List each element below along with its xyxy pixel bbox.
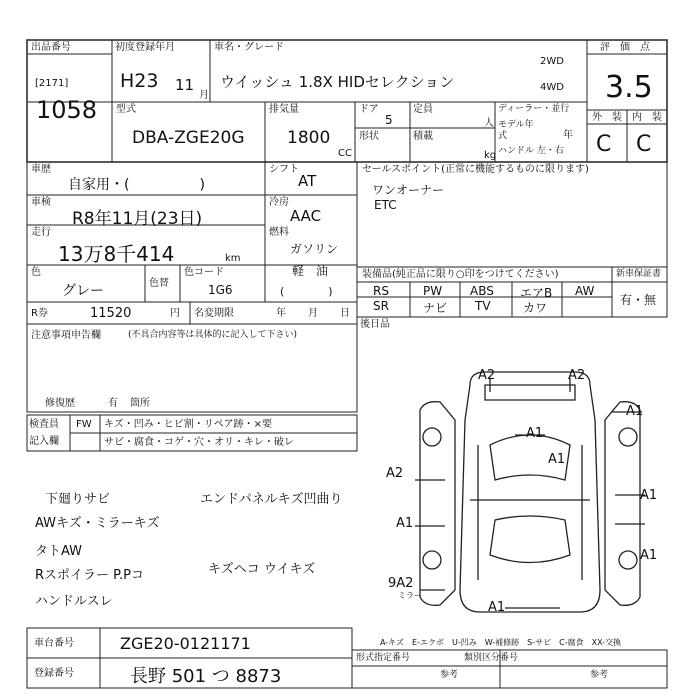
equipment-airbag: エアB xyxy=(520,286,553,300)
fuel-other: ( ) xyxy=(280,285,333,298)
load-label: 積載 xyxy=(413,131,433,142)
yen-unit: 円 xyxy=(170,308,180,319)
model-code-label: 型式 xyxy=(116,104,136,115)
history-label: 車歴 xyxy=(31,164,51,175)
capacity-label: 定員 xyxy=(413,104,433,115)
color-code-label: 色コード xyxy=(184,267,224,278)
fuel-gasoline: ガソリン xyxy=(290,242,339,256)
mirror-note: ミラー xyxy=(398,591,422,600)
ref-1: 参考 xyxy=(440,670,459,680)
diagram-mark-7: A1 xyxy=(640,488,658,503)
drive-2wd: 2WD xyxy=(540,56,564,67)
mileage: 13万8千414 xyxy=(58,242,175,266)
displacement: 1800 xyxy=(287,128,331,148)
reg-label: 登録番号 xyxy=(34,668,74,679)
interior-grade: C xyxy=(636,132,652,157)
year-unit: 年 xyxy=(563,130,573,141)
capacity-unit: 人 xyxy=(484,118,494,129)
exterior-grade: C xyxy=(596,132,612,157)
equipment-abs: ABS xyxy=(470,284,494,298)
chassis-no: ZGE20-0121171 xyxy=(120,634,251,653)
shift-label: シフト xyxy=(269,164,299,175)
first-reg-label: 初度登録年月 xyxy=(115,42,175,53)
sales-point-label: セールスポイント(正常に機能するものに限ります) xyxy=(362,164,589,175)
repair-value: 有 xyxy=(108,398,118,409)
diagram-mark-4: A1 xyxy=(526,426,544,441)
tax-value: 11520 xyxy=(90,306,132,321)
color-change-label: 色替 xyxy=(149,278,169,289)
displacement-label: 排気量 xyxy=(269,104,299,115)
sales-point-line-1: ワンオーナー xyxy=(372,183,445,197)
ref-2: 参考 xyxy=(590,670,609,680)
remark-1: 下廻りサビ xyxy=(45,492,111,507)
diagram-legend-2: 形式指定番号 類別区分番号 xyxy=(356,653,519,663)
lot-no-label: 出品番号 xyxy=(31,42,71,53)
diagram-mark-6: A2 xyxy=(386,466,404,481)
model-name: ウイッシュ 1.8X HIDセレクション xyxy=(220,73,455,91)
load-unit: kg xyxy=(484,150,497,161)
title-change-label: 名変期限 xyxy=(194,308,234,319)
color: グレー xyxy=(62,283,104,299)
inspector-legend-2: サビ・腐食・コゲ・穴・オリ・キレ・破レ xyxy=(104,437,294,448)
repair-place: 箇所 xyxy=(130,398,150,409)
month-unit: 月 xyxy=(199,90,209,101)
color-code: 1G6 xyxy=(208,283,233,297)
title-change-day: 日 xyxy=(340,308,350,319)
equipment-pw: PW xyxy=(423,284,443,298)
first-reg-month: 11 xyxy=(175,76,195,94)
drive-4wd: 4WD xyxy=(540,82,564,93)
model-year-label: モデル年式 xyxy=(498,120,534,141)
inspection-label: 車検 xyxy=(31,197,51,208)
remark-3: AWキズ・ミラーキズ xyxy=(35,516,160,531)
color-label: 色 xyxy=(31,267,41,278)
cooling: AAC xyxy=(290,207,322,225)
exterior-label: 外 装 xyxy=(592,112,622,123)
inspector-label-2: 記入欄 xyxy=(29,436,59,447)
fuel-label: 燃料 xyxy=(269,227,289,238)
inspection: R8年11月(23日) xyxy=(72,209,203,229)
inspector-label-1: 検査員 xyxy=(29,419,59,430)
equipment-navi: ナビ xyxy=(423,301,448,315)
equipment-row2-4: カワ xyxy=(523,301,548,315)
dealer-label: ディーラー・並行 xyxy=(498,104,570,114)
remark-7: ハンドルスレ xyxy=(35,594,113,609)
chassis-label: 車台番号 xyxy=(34,638,74,649)
title-change-year: 年 xyxy=(276,308,286,319)
diagram-mark-11: 9A2 xyxy=(388,576,414,591)
model-code: DBA-ZGE20G xyxy=(132,128,245,148)
repair-label: 修復歴 xyxy=(45,398,75,409)
equipment-label: 装備品(純正品に限り○印をつけてください) xyxy=(362,269,559,280)
diagram-mark-8: A1 xyxy=(396,516,414,531)
handle-label: ハンドル 左・右 xyxy=(498,146,564,156)
cooling-label: 冷房 xyxy=(269,197,289,208)
equipment-aw: AW xyxy=(575,284,595,298)
diagram-mark-10: A1 xyxy=(488,600,506,615)
remark-5: Rスポイラー P.Pコ xyxy=(35,568,144,583)
equipment-sr: SR xyxy=(373,299,389,313)
remark-4: タトAW xyxy=(35,544,83,559)
remark-6: キズヘコ ウイキズ xyxy=(208,562,316,577)
mileage-label: 走行 xyxy=(31,227,51,238)
first-reg-year: H23 xyxy=(120,70,159,92)
remark-2: エンドパネルキズ凹曲り xyxy=(200,492,343,507)
diagram-mark-1: A2 xyxy=(478,368,496,383)
diagram-mark-3: A1 xyxy=(626,404,644,419)
notes-sublabel: (不具合内容等は具体的に記入して下さい) xyxy=(128,330,298,340)
model-name-label: 車名・グレード xyxy=(214,42,284,53)
history: 自家用・( ) xyxy=(68,177,205,193)
interior-label: 内 装 xyxy=(632,112,662,123)
inspector-legend-1: キズ・凹み・ヒビ割・リペア跡・×要 xyxy=(104,419,272,430)
tax-label: R券 xyxy=(31,308,48,319)
score: 3.5 xyxy=(605,70,653,105)
diagram-mark-2: A2 xyxy=(568,368,586,383)
reg-no: 長野 501 つ 8873 xyxy=(130,666,282,687)
equipment-tv: TV xyxy=(475,299,491,313)
title-change-month: 月 xyxy=(308,308,318,319)
after-label: 後日品 xyxy=(360,319,390,330)
car-diagram xyxy=(415,372,645,612)
fuel-diesel: 軽 油 xyxy=(292,264,329,278)
diagram-legend: A-キズ E-エクボ U-凹み W-補修跡 S-サビ C-腐食 XX-交換 xyxy=(380,638,622,647)
doors: 5 xyxy=(385,113,393,127)
warranty-value: 有・無 xyxy=(620,293,657,307)
lot-prefix: [2171] xyxy=(35,78,69,89)
equipment-rs: RS xyxy=(373,284,389,298)
warranty-label: 新車保証書 xyxy=(616,269,662,279)
doors-label: ドア xyxy=(359,104,379,115)
displacement-unit: CC xyxy=(338,148,352,159)
inspector-codes: FW xyxy=(76,419,92,430)
shift: AT xyxy=(298,172,317,190)
notes-label: 注意事項申告欄 xyxy=(31,330,101,341)
score-label: 評 価 点 xyxy=(600,42,650,53)
lot-no: 1058 xyxy=(36,96,98,124)
sales-point-line-2: ETC xyxy=(374,198,397,212)
shape-label: 形状 xyxy=(359,131,379,142)
diagram-mark-9: A1 xyxy=(640,548,658,563)
diagram-mark-5: A1 xyxy=(548,452,566,467)
mileage-unit: km xyxy=(225,253,241,264)
